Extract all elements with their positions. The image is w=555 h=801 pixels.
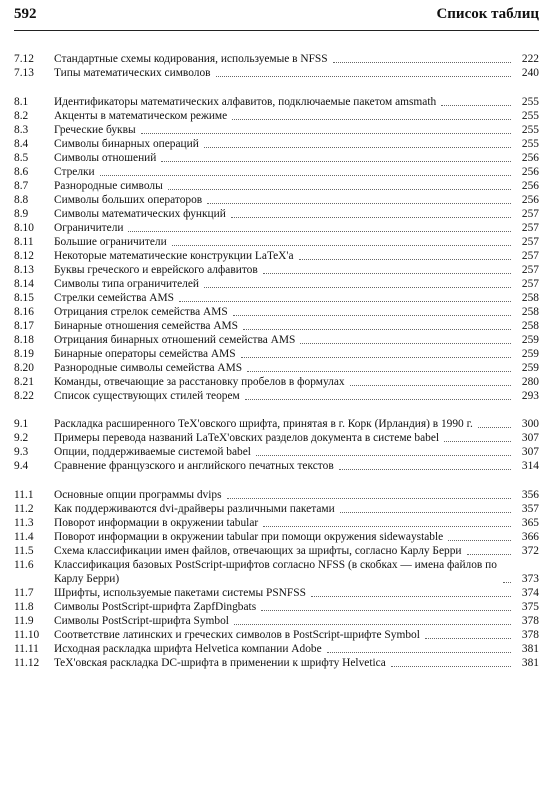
dot-leader (327, 652, 511, 653)
entry-number: 8.10 (14, 221, 34, 234)
entry-body (54, 516, 515, 530)
dot-leader (247, 371, 511, 372)
entry-body (54, 431, 515, 445)
toc-entry (14, 319, 539, 333)
toc-entry (14, 431, 539, 445)
entry-page: 257 (521, 207, 539, 220)
entry-number: 8.11 (14, 235, 34, 248)
dot-leader (168, 189, 511, 190)
entry-title: Опции, поддерживаемые системой babel (54, 446, 251, 458)
entry-title: Стрелки семейства AMS (54, 291, 174, 304)
entry-title: Символы типа ограничителей (54, 277, 200, 290)
entry-page: 256 (521, 165, 539, 178)
toc-entry (14, 109, 539, 123)
toc-entry (14, 207, 539, 221)
toc-entry (14, 600, 539, 614)
dot-leader (256, 455, 511, 456)
entry-number: 8.14 (14, 277, 34, 290)
entry-page: 257 (521, 221, 539, 234)
entry-page: 378 (521, 614, 539, 627)
entry-number: 8.13 (14, 263, 34, 276)
table-of-tables (14, 52, 539, 684)
toc-entry (14, 95, 539, 109)
entry-number: 8.6 (14, 165, 29, 178)
entry-body (54, 600, 515, 614)
entry-title: Разнородные символы семейства AMS (54, 361, 243, 374)
dot-leader (300, 343, 511, 344)
dot-leader (311, 596, 511, 597)
entry-number: 9.3 (14, 446, 29, 458)
entry-title: Символы PostScript-шрифта Symbol (54, 614, 229, 627)
dot-leader (233, 315, 511, 316)
entry-number: 9.1 (14, 418, 29, 430)
entry-page: 258 (521, 291, 539, 304)
dot-leader (263, 273, 511, 274)
toc-entry (14, 333, 539, 347)
entry-page: 256 (521, 179, 539, 192)
dot-leader (299, 259, 512, 260)
entry-number: 11.12 (14, 656, 40, 669)
entry-body (54, 642, 515, 656)
entry-title: Поворот информации в окружении tabular (54, 516, 259, 529)
toc-entry (14, 502, 539, 516)
entry-title: Некоторые математические конструкции LaTeX'а (54, 249, 294, 262)
entry-title: Стрелки (54, 165, 95, 178)
entry-number: 11.4 (14, 530, 34, 543)
toc-entry (14, 628, 539, 642)
entry-page: 374 (521, 586, 539, 599)
dot-leader (100, 175, 511, 176)
toc-entry (14, 179, 539, 193)
entry-number: 11.11 (14, 642, 39, 655)
toc-entry (14, 151, 539, 165)
dot-leader (425, 638, 511, 639)
entry-body (54, 445, 515, 459)
entry-page: 256 (521, 151, 539, 164)
dot-leader (243, 329, 511, 330)
toc-entry (14, 291, 539, 305)
entry-title: Бинарные отношения семейства AMS (54, 319, 239, 332)
entry-title: Бинарные операторы семейства AMS (54, 347, 236, 360)
toc-entry (14, 488, 539, 502)
entry-page: 255 (521, 95, 539, 108)
entry-body (54, 417, 515, 431)
entry-page: 307 (521, 446, 539, 458)
entry-number: 8.22 (14, 389, 34, 402)
entry-number: 8.5 (14, 151, 29, 164)
entry-title: Символы бинарных операций (54, 137, 199, 150)
entry-title: Символы отношений (54, 151, 157, 164)
entry-number: 8.15 (14, 291, 34, 304)
entry-number: 9.2 (14, 432, 29, 444)
entry-title: Греческие буквы (54, 123, 136, 136)
toc-entry (14, 235, 539, 249)
entry-title: Поворот информации в окружении tabular при помощи окружения sidewaystable (54, 530, 444, 543)
toc-entry (14, 165, 539, 179)
entry-number: 8.1 (14, 95, 29, 108)
entry-page: 257 (521, 277, 539, 290)
entry-body (54, 221, 515, 235)
entry-title: Стандартные схемы кодирования, используемые в NFSS (54, 53, 328, 65)
entry-body (54, 207, 515, 221)
entry-page: 300 (521, 418, 539, 430)
entry-number: 11.1 (14, 488, 34, 501)
entry-title: Соответствие латинских и греческих символов в PostScript-шрифте Symbol (54, 628, 420, 641)
entry-page: 222 (521, 53, 539, 65)
entry-number: 8.19 (14, 347, 34, 360)
entry-body (54, 389, 515, 403)
entry-title: Символы математических функций (54, 207, 226, 220)
entry-page: 381 (521, 642, 539, 655)
entry-number: 8.12 (14, 249, 34, 262)
entry-body (54, 544, 515, 558)
entry-page: 259 (521, 361, 539, 374)
entry-body (54, 614, 515, 628)
toc-entry (14, 263, 539, 277)
entry-page: 356 (521, 488, 539, 501)
dot-leader (478, 427, 511, 428)
dot-leader (232, 119, 511, 120)
entry-body (54, 628, 515, 642)
toc-entry (14, 614, 539, 628)
entry-page: 255 (521, 137, 539, 150)
entry-title: Типы математических символов (54, 67, 211, 79)
entry-page: 240 (521, 67, 539, 79)
dot-leader (161, 161, 511, 162)
dot-leader (128, 231, 511, 232)
entry-page: 373 (521, 572, 539, 585)
entry-number: 11.2 (14, 502, 34, 515)
entry-page: 258 (521, 305, 539, 318)
entry-title: Символы больших операторов (54, 193, 203, 206)
entry-title: TeX'овская раскладка DC-шрифта в применении к шрифту Helvetica (54, 656, 386, 669)
dot-leader (444, 441, 511, 442)
toc-group (14, 488, 539, 670)
entry-page: 255 (521, 109, 539, 122)
entry-page: 255 (521, 123, 539, 136)
entry-page: 307 (521, 432, 539, 444)
entry-body (54, 305, 515, 319)
entry-body (54, 95, 515, 109)
entry-page: 378 (521, 628, 539, 641)
entry-body (54, 52, 515, 66)
entry-number: 8.9 (14, 207, 29, 220)
entry-title: Классификация базовых PostScript-шрифтов согласно NFSS (в скобках — имена файлов по Карлу Берри) (54, 558, 497, 585)
entry-number: 8.2 (14, 109, 29, 122)
entry-body (54, 586, 515, 600)
entry-body (54, 319, 515, 333)
toc-entry (14, 249, 539, 263)
toc-entry (14, 347, 539, 361)
entry-title: Примеры перевода названий LaTeX'овских разделов документа в системе babel (54, 432, 440, 444)
entry-number: 11.9 (14, 614, 34, 627)
dot-leader (245, 399, 511, 400)
entry-number: 8.21 (14, 375, 34, 388)
section-title: Список таблиц (436, 6, 539, 22)
dot-leader (261, 610, 511, 611)
entry-title: Разнородные символы (54, 179, 163, 192)
entry-body (54, 193, 515, 207)
entry-body (54, 123, 515, 137)
toc-entry (14, 544, 539, 558)
entry-number: 8.4 (14, 137, 29, 150)
entry-body (54, 179, 515, 193)
entry-body (54, 66, 515, 80)
entry-body (54, 459, 515, 473)
entry-body (54, 361, 515, 375)
entry-title: Исходная раскладка шрифта Helvetica компании Adobe (54, 642, 322, 655)
dot-leader (503, 582, 511, 583)
toc-entry (14, 558, 539, 586)
dot-leader (179, 301, 511, 302)
entry-body (54, 277, 515, 291)
entry-page: 257 (521, 235, 539, 248)
dot-leader (350, 385, 511, 386)
dot-leader (172, 245, 511, 246)
entry-page: 256 (521, 193, 539, 206)
toc-entry (14, 516, 539, 530)
entry-title: Символы PostScript-шрифта ZapfDingbats (54, 600, 257, 613)
entry-page: 259 (521, 333, 539, 346)
entry-body (54, 656, 515, 670)
page-number: 592 (14, 6, 37, 22)
entry-title: Большие ограничители (54, 235, 167, 248)
dot-leader (441, 105, 511, 106)
toc-entry (14, 193, 539, 207)
entry-number: 7.12 (14, 53, 34, 65)
entry-page: 365 (521, 516, 539, 529)
entry-number: 11.5 (14, 544, 34, 557)
entry-page: 257 (521, 263, 539, 276)
entry-number: 8.7 (14, 179, 29, 192)
entry-page: 258 (521, 319, 539, 332)
entry-number: 11.3 (14, 516, 34, 529)
dot-leader (241, 357, 511, 358)
toc-group (14, 95, 539, 403)
entry-body (54, 488, 515, 502)
entry-title: Шрифты, используемые пакетами системы PSNFSS (54, 586, 306, 599)
toc-entry (14, 642, 539, 656)
entry-body (54, 263, 515, 277)
dot-leader (216, 76, 511, 77)
entry-title: Как поддерживаются dvi-драйверы различными пакетами (54, 502, 335, 515)
entry-body (54, 375, 515, 389)
toc-entry (14, 123, 539, 137)
entry-body (54, 165, 515, 179)
entry-title: Раскладка расширенного TeX'овского шрифта, принятая в г. Корк (Ирландия) в 1990 г. (54, 418, 473, 430)
dot-leader (231, 217, 511, 218)
toc-entry (14, 305, 539, 319)
entry-title: Схема классификации имен файлов, отвечающих за шрифты, согласно Карлу Берри (54, 544, 462, 557)
toc-entry (14, 137, 539, 151)
entry-number: 8.17 (14, 319, 34, 332)
toc-entry (14, 66, 539, 80)
entry-number: 11.10 (14, 628, 40, 641)
dot-leader (141, 133, 511, 134)
entry-number: 8.18 (14, 333, 34, 346)
entry-page: 280 (521, 375, 539, 388)
entry-title: Ограничители (54, 221, 124, 234)
dot-leader (448, 540, 511, 541)
entry-number: 7.13 (14, 67, 34, 79)
toc-entry (14, 445, 539, 459)
entry-title: Команды, отвечающие за расстановку пробелов в формулах (54, 375, 345, 388)
entry-page: 257 (521, 249, 539, 262)
toc-entry (14, 459, 539, 473)
entry-page: 372 (521, 544, 539, 557)
dot-leader (263, 526, 511, 527)
dot-leader (234, 624, 511, 625)
dot-leader (340, 512, 511, 513)
entry-number: 8.8 (14, 193, 29, 206)
entry-title: Отрицания бинарных отношений семейства AMS (54, 333, 296, 346)
entry-page: 381 (521, 656, 539, 669)
dot-leader (467, 554, 511, 555)
entry-page: 357 (521, 502, 539, 515)
entry-body (54, 291, 515, 305)
entry-number: 11.6 (14, 558, 34, 571)
toc-entry (14, 389, 539, 403)
entry-page: 366 (521, 530, 539, 543)
dot-leader (207, 203, 511, 204)
entry-title: Список существующих стилей теорем (54, 389, 240, 402)
toc-entry (14, 277, 539, 291)
dot-leader (204, 287, 511, 288)
entry-number: 11.7 (14, 586, 34, 599)
entry-title: Сравнение французского и английского печатных текстов (54, 460, 334, 472)
header-rule (14, 30, 539, 31)
entry-page: 375 (521, 600, 539, 613)
entry-body (54, 347, 515, 361)
entry-number: 8.16 (14, 305, 34, 318)
entry-page: 314 (521, 460, 539, 472)
toc-entry (14, 52, 539, 66)
dot-leader (227, 498, 511, 499)
toc-entry (14, 361, 539, 375)
dot-leader (333, 62, 511, 63)
entry-title: Идентификаторы математических алфавитов, подключаемые пакетом amsmath (54, 95, 437, 108)
dot-leader (391, 666, 511, 667)
toc-entry (14, 530, 539, 544)
toc-entry (14, 221, 539, 235)
entry-number: 8.20 (14, 361, 34, 374)
entry-body (54, 558, 515, 586)
toc-group (14, 52, 539, 80)
toc-entry (14, 656, 539, 670)
entry-body (54, 151, 515, 165)
entry-body (54, 235, 515, 249)
toc-entry (14, 375, 539, 389)
entry-page: 259 (521, 347, 539, 360)
entry-title: Акценты в математическом режиме (54, 109, 228, 122)
dot-leader (339, 469, 511, 470)
entry-title: Отрицания стрелок семейства AMS (54, 305, 228, 318)
dot-leader (204, 147, 511, 148)
entry-title: Буквы греческого и еврейского алфавитов (54, 263, 258, 276)
toc-group (14, 417, 539, 473)
entry-body (54, 530, 515, 544)
toc-entry (14, 417, 539, 431)
toc-entry (14, 586, 539, 600)
page-header (14, 6, 539, 28)
entry-body (54, 249, 515, 263)
entry-title: Основные опции программы dvips (54, 488, 222, 501)
entry-number: 11.8 (14, 600, 34, 613)
entry-body (54, 109, 515, 123)
entry-body (54, 333, 515, 347)
entry-body (54, 502, 515, 516)
entry-page: 293 (521, 389, 539, 402)
entry-number: 8.3 (14, 123, 29, 136)
entry-body (54, 137, 515, 151)
entry-number: 9.4 (14, 460, 29, 472)
